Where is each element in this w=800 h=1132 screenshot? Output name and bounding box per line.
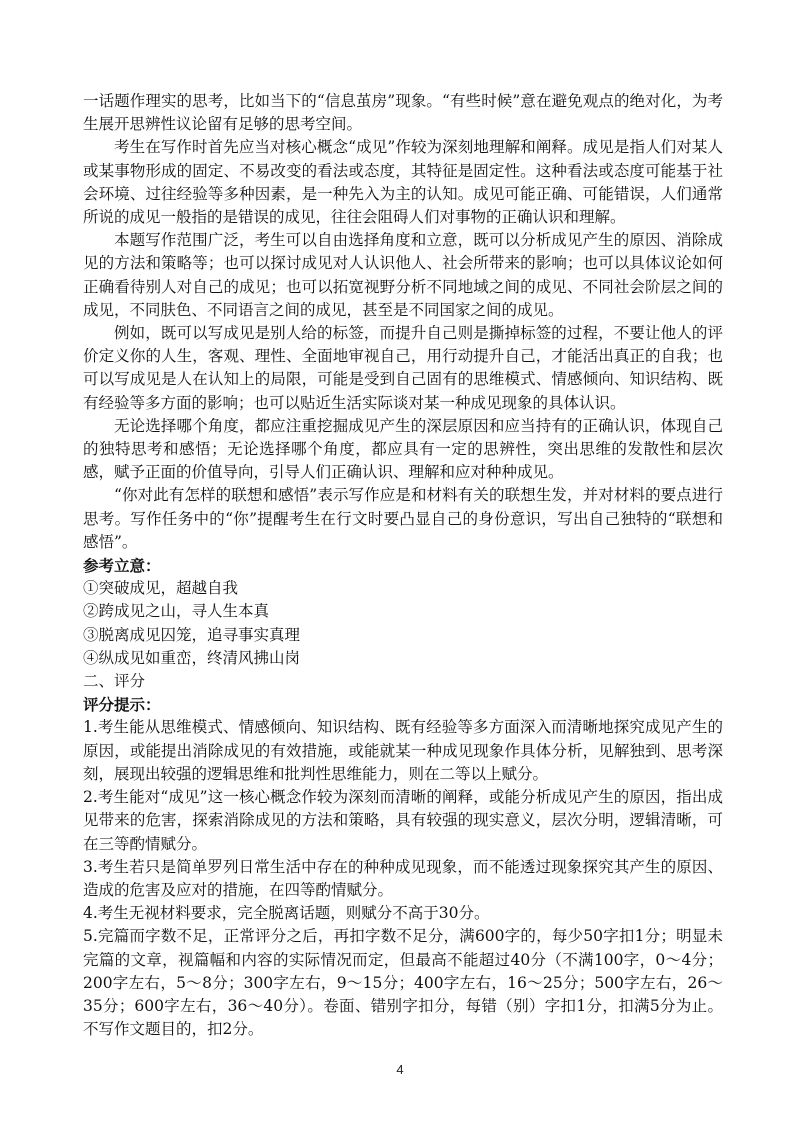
reference-item: ①突破成见，超越自我	[83, 579, 239, 598]
paragraph-scope: 本题写作范围广泛，考生可以自由选择角度和立意，既可以分析成见产生的原因、消除成见的方法和策略等；也可以探讨成见对人认识他人、社会所带来的影响；也可以具体议论如何正确看待别人对自己的成见；也可以拓宽视野分析不同地域之间的成见、不同社会阶层之间的成见，不同肤色、不同语言之间的成见，甚至是不同国家之间的成见。	[83, 231, 723, 319]
paragraph-angle: 无论选择哪个角度，都应注重挖掘成见产生的深层原因和应当持有的正确认识，体现自己的独特思考和感悟；无论选择哪个角度，都应具有一定的思辨性，突出思维的发散性和层次感，赋予正面的价值导向，引导人们正确认识、理解和应对种种成见。	[83, 416, 723, 482]
scoring-item: 5.完篇而字数不足，正常评分之后，再扣字数不足分，满600字的，每少50字扣1分；明显未完篇的文章，视篇幅和内容的实际情况而定，但最高不能超过40分（不满100字，0～4分；200字左右，5～8分；300字左右，9～15分；400字左右，16～25分；500字左右，26～35分；600字左右，36～40分）。卷面、错别字扣分，每错（别）字扣1分，扣满5分为止。不写作文题目的，扣2分。	[83, 927, 723, 1039]
scoring-heading: 评分提示：	[83, 695, 161, 715]
scoring-item: 1.考生能从思维模式、情感倾向、知识结构、既有经验等多方面深入而清晰地探究成见产生的原因，或能提出消除成见的有效措施，或能就某一种成见现象作具体分析，见解独到、思考深刻，展现出较强的逻辑思维和批判性思维能力，则在二等以上赋分。	[83, 718, 723, 783]
scoring-item: 2.考生能对“成见”这一核心概念作较为深刻而清晰的阐释，或能分析成见产生的原因，指出成见带来的危害，探索消除成见的方法和策略，具有较强的现实意义，层次分明，逻辑清晰，可在三等酌情赋分。	[83, 788, 723, 853]
page-number: 4	[396, 1062, 404, 1077]
document-body	[83, 90, 723, 1041]
paragraph-core-concept: 考生在写作时首先应当对核心概念“成见”作较为深刻地理解和阐释。成见是指人们对某人或某事物形成的固定、不易改变的看法或态度，其特征是固定性。这种看法或态度可能基于社会环境、过往经验等多种因素，是一种先入为主的认知。成见可能正确、可能错误，人们通常所说的成见一般指的是错误的成见，往往会阻碍人们对事物的正确认识和理解。	[83, 138, 723, 227]
section-title-scoring: 二、评分	[83, 672, 146, 691]
paragraph-continuation: 一话题作理实的思考，比如当下的“信息茧房”现象。“有些时候”意在避免观点的绝对化，为考生展开思辨性议论留有足够的思考空间。	[83, 92, 723, 134]
reference-item: ④纵成见如重峦，终清风拂山岗	[83, 648, 301, 667]
reference-item: ②跨成见之山，寻人生本真	[83, 602, 270, 621]
paragraph-task: “你对此有怎样的联想和感悟”表示写作应是和材料有关的联想生发，并对材料的要点进行思考。写作任务中的“你”提醒考生在行文时要凸显自己的身份意识，写出自己独特的“联想和感悟”。	[83, 486, 723, 551]
reference-heading: 参考立意：	[83, 556, 161, 576]
reference-item: ③脱离成见囚笼，追寻事实真理	[83, 625, 301, 644]
scoring-item: 4.考生无视材料要求，完全脱离话题，则赋分不高于30分。	[83, 904, 490, 923]
scoring-item: 3.考生若只是简单罗列日常生活中存在的种种成见现象，而不能透过现象探究其产生的原因、造成的危害及应对的措施，在四等酌情赋分。	[83, 857, 723, 899]
paragraph-examples: 例如，既可以写成见是别人给的标签，而提升自己则是撕掉标签的过程，不要让他人的评价定义你的人生，客观、理性、全面地审视自己，用行动提升自己，才能活出真正的自我；也可以写成见是人在认知上的局限，可能是受到自己固有的思维模式、情感倾向、知识结构、既有经验等多方面的影响；也可以贴近生活实际谈对某一种成见现象的具体认识。	[83, 324, 723, 412]
